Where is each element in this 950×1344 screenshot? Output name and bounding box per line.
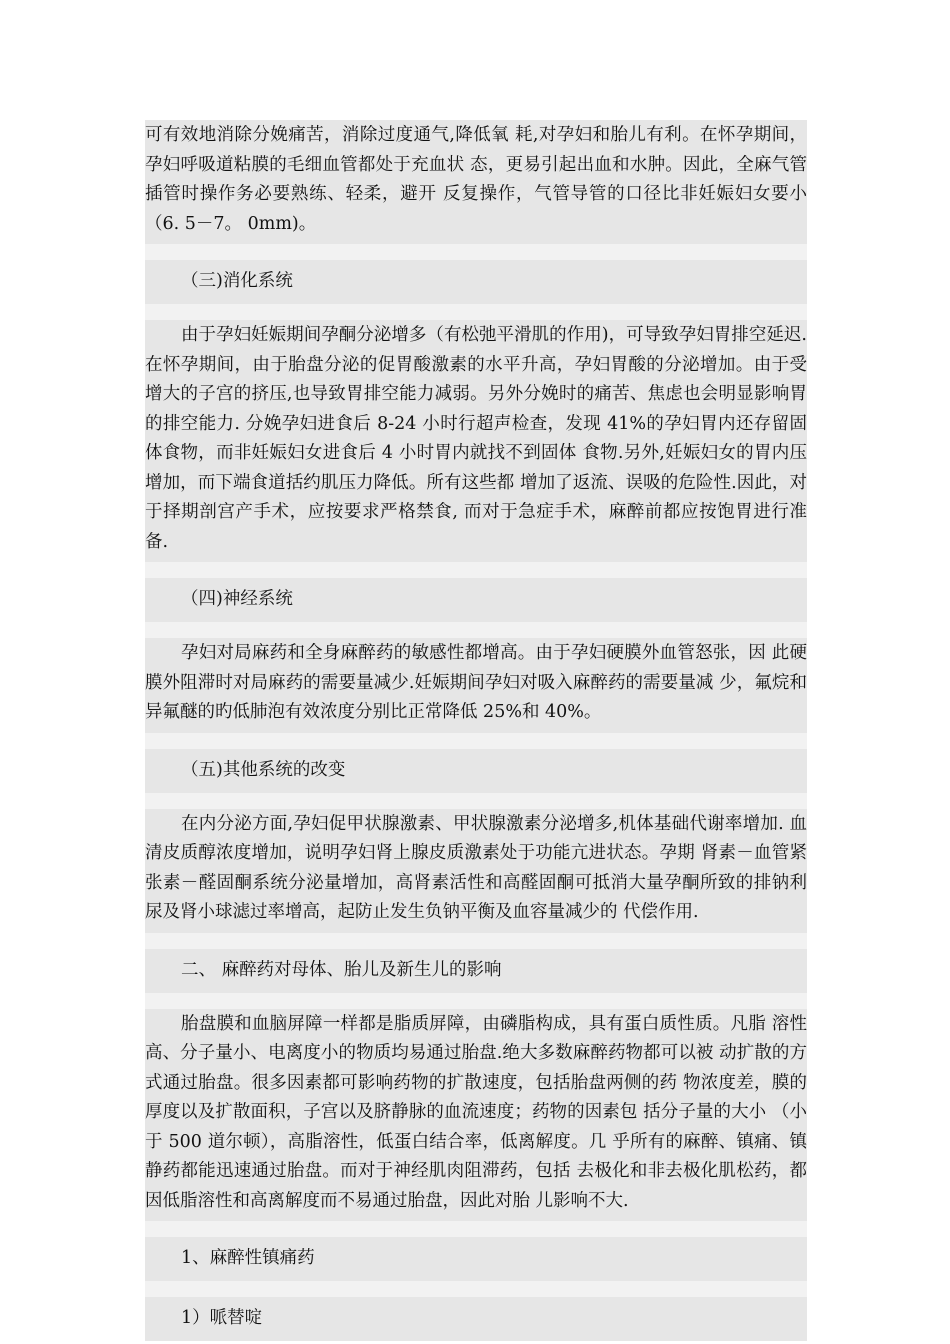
- paragraph-placental-transfer: 胎盘膜和血脑屏障一样都是脂质屏障，由磷脂构成，具有蛋白质性质。凡脂 溶性高、分子量小、电离度小的物质均易通过胎盘.绝大多数麻醉药物都可以被 动扩散的方式通过胎盘。很多因素都可影响药物的扩散速度，包括胎盘两侧的药 物浓度差，膜的厚度以及扩散面积，子宫以及脐静脉的血流速度；药物的因素包 括分子量的大小 （小于 500 道尔顿），高脂溶性，低蛋白结合率，低离解度。几 乎所有的麻醉、镇痛、镇静药都能迅速通过胎盘。而对于神经肌肉阻滞药，包括 去极化和非去极化肌松药，都因低脂溶性和高离解度而不易通过胎盘，因此对胎 儿影响不大.: [145, 1009, 807, 1222]
- paragraph-gap: [145, 993, 807, 1009]
- paragraph-gap: [145, 304, 807, 320]
- heading-pethidine: 1）哌替啶: [145, 1297, 807, 1341]
- paragraph-gap: [145, 793, 807, 809]
- paragraph-digestive-system: 由于孕妇妊娠期间孕酮分泌增多（有松弛平滑肌的作用)，可导致孕妇胃排空延迟.在怀孕期间，由于胎盘分泌的促胃酸激素的水平升高，孕妇胃酸的分泌增加。由于受增大的子宫的挤压,也导致胃排空能力减弱。另外分娩时的痛苦、焦虑也会明显影响胃的排空能力. 分娩孕妇进食后 8-24 小时行超声检查，发现 41%的孕妇胃内还存留固体食物，而非妊娠妇女进食后 4 小时胃内就找不到固体 食物.另外,妊娠妇女的胃内压增加，而下端食道括约肌压力降低。所有这些都 增加了返流、误吸的危险性.因此，对于择期剖宫产手术，应按要求严格禁食, 而对于急症手术，麻醉前都应按饱胃进行准备.: [145, 320, 807, 562]
- paragraph-respiratory-continued: 可有效地消除分娩痛苦，消除过度通气,降低氧 耗,对孕妇和胎儿有利。在怀孕期间，孕妇呼吸道粘膜的毛细血管都处于充血状 态，更易引起出血和水肿。因此，全麻气管插管时操作务必要熟练、轻柔，避开 反复操作，气管导管的口径比非妊娠妇女要小 （6. 5－7。 0mm)。: [145, 120, 807, 244]
- heading-narcotic-analgesics: 1、麻醉性镇痛药: [145, 1237, 807, 1281]
- heading-nervous-system: （四)神经系统: [145, 578, 807, 622]
- paragraph-gap: [145, 1221, 807, 1237]
- paragraph-gap: [145, 622, 807, 638]
- paragraph-gap: [145, 562, 807, 578]
- heading-anesthetic-effects: 二、 麻醉药对母体、胎儿及新生儿的影响: [145, 949, 807, 993]
- paragraph-gap: [145, 1281, 807, 1297]
- document-body: [145, 120, 807, 1341]
- paragraph-gap: [145, 933, 807, 949]
- paragraph-gap: [145, 733, 807, 749]
- paragraph-gap: [145, 244, 807, 260]
- paragraph-other-systems: 在内分泌方面,孕妇促甲状腺激素、甲状腺激素分泌增多,机体基础代谢率增加. 血清皮质醇浓度增加，说明孕妇肾上腺皮质激素处于功能亢进状态。孕期 肾素－血管紧张素－醛固酮系统分泌量增加，高肾素活性和高醛固酮可抵消大量孕酮所致的排钠利尿及肾小球滤过率增高，起防止发生负钠平衡及血容量减少的 代偿作用.: [145, 809, 807, 933]
- heading-other-systems: （五)其他系统的改变: [145, 749, 807, 793]
- paragraph-nervous-system: 孕妇对局麻药和全身麻醉药的敏感性都增高。由于孕妇硬膜外血管怒张，因 此硬膜外阻滞时对局麻药的需要量减少.妊娠期间孕妇对吸入麻醉药的需要量减 少，氟烷和异氟醚的旳低肺泡有效浓度分别比正常降低 25%和 40%。: [145, 638, 807, 733]
- heading-digestive-system: （三)消化系统: [145, 260, 807, 304]
